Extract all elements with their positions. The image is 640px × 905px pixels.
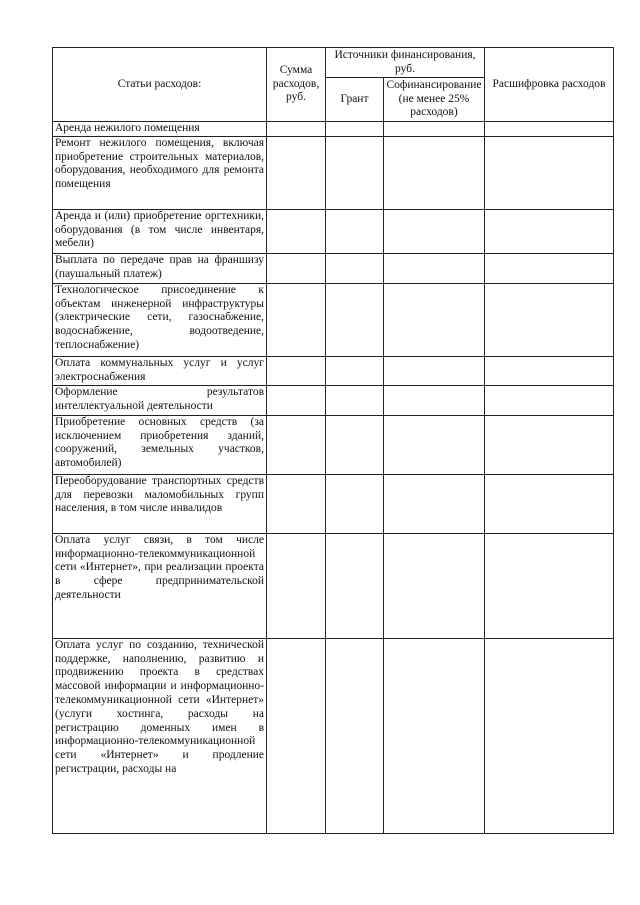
table-row: [53, 356, 614, 385]
cofinancing-cell[interactable]: [384, 136, 485, 209]
table-row: [53, 385, 614, 415]
table-row: [53, 209, 614, 253]
expense-item-cell: Выплата по передаче прав на франшизу (паушальный платеж): [53, 253, 267, 283]
decoding-cell[interactable]: [485, 209, 614, 253]
grant-cell[interactable]: [326, 385, 384, 415]
cofinancing-cell[interactable]: [384, 638, 485, 833]
table-row: [53, 122, 614, 137]
expenses-table: [52, 47, 614, 834]
header-sum: Сумма расходов, руб.: [267, 48, 326, 122]
table-row: [53, 638, 614, 833]
expense-item-cell: Приобретение основных средств (за исключением приобретения зданий, сооружений, земельных участков, автомобилей): [53, 415, 267, 474]
sum-cell[interactable]: [267, 474, 326, 533]
sum-cell[interactable]: [267, 122, 326, 137]
expense-item-cell: Аренда нежилого помещения: [53, 122, 267, 137]
cofinancing-cell[interactable]: [384, 253, 485, 283]
table-row: [53, 283, 614, 356]
cofinancing-cell[interactable]: [384, 209, 485, 253]
decoding-cell[interactable]: [485, 385, 614, 415]
decoding-cell[interactable]: [485, 415, 614, 474]
decoding-cell[interactable]: [485, 638, 614, 833]
sum-cell[interactable]: [267, 283, 326, 356]
table-row: [53, 136, 614, 209]
sum-cell[interactable]: [267, 415, 326, 474]
sum-cell[interactable]: [267, 533, 326, 638]
table-row: [53, 533, 614, 638]
header-funding-sources: Источники финансирования, руб.: [326, 48, 485, 78]
cofinancing-cell[interactable]: [384, 122, 485, 137]
decoding-cell[interactable]: [485, 283, 614, 356]
expense-item-cell: Оформление результатов интеллектуальной деятельности: [53, 385, 267, 415]
header-grant: Грант: [326, 78, 384, 122]
expense-item-cell: Оплата услуг связи, в том числе информационно-телекоммуникационной сети «Интернет», при реализации проекта в сфере предпринимательской деятельности: [53, 533, 267, 638]
sum-cell[interactable]: [267, 136, 326, 209]
grant-cell[interactable]: [326, 638, 384, 833]
cofinancing-cell[interactable]: [384, 474, 485, 533]
sum-cell[interactable]: [267, 385, 326, 415]
expense-item-cell: Переоборудование транспортных средств для перевозки маломобильных групп населения, в том числе инвалидов: [53, 474, 267, 533]
header-expense-items: Статьи расходов:: [53, 48, 267, 122]
expense-item-cell: Ремонт нежилого помещения, включая приобретение строительных материалов, оборудования, необходимого для ремонта помещения: [53, 136, 267, 209]
cofinancing-cell[interactable]: [384, 356, 485, 385]
decoding-cell[interactable]: [485, 356, 614, 385]
table-row: [53, 253, 614, 283]
decoding-cell[interactable]: [485, 533, 614, 638]
expense-item-cell: Оплата коммунальных услуг и услуг электроснабжения: [53, 356, 267, 385]
grant-cell[interactable]: [326, 253, 384, 283]
header-expense-decoding: Расшифровка расходов: [485, 48, 614, 122]
expense-item-cell: Технологическое присоединение к объектам инженерной инфраструктуры (электрические сети, газоснабжение, водоснабжение, водоотведение, теплоснабжение): [53, 283, 267, 356]
decoding-cell[interactable]: [485, 474, 614, 533]
sum-cell[interactable]: [267, 209, 326, 253]
grant-cell[interactable]: [326, 122, 384, 137]
decoding-cell[interactable]: [485, 136, 614, 209]
cofinancing-cell[interactable]: [384, 385, 485, 415]
table-row: [53, 474, 614, 533]
grant-cell[interactable]: [326, 209, 384, 253]
cofinancing-cell[interactable]: [384, 283, 485, 356]
grant-cell[interactable]: [326, 533, 384, 638]
cofinancing-cell[interactable]: [384, 415, 485, 474]
sum-cell[interactable]: [267, 638, 326, 833]
expense-item-cell: Аренда и (или) приобретение оргтехники, оборудования (в том числе инвентаря, мебели): [53, 209, 267, 253]
decoding-cell[interactable]: [485, 122, 614, 137]
grant-cell[interactable]: [326, 474, 384, 533]
sum-cell[interactable]: [267, 356, 326, 385]
grant-cell[interactable]: [326, 415, 384, 474]
sum-cell[interactable]: [267, 253, 326, 283]
grant-cell[interactable]: [326, 356, 384, 385]
header-cofinancing: Софинансирование (не менее 25% расходов): [384, 78, 485, 122]
table-row: [53, 415, 614, 474]
grant-cell[interactable]: [326, 136, 384, 209]
grant-cell[interactable]: [326, 283, 384, 356]
decoding-cell[interactable]: [485, 253, 614, 283]
cofinancing-cell[interactable]: [384, 533, 485, 638]
expense-item-cell: Оплата услуг по созданию, технической поддержке, наполнению, развитию и продвижению проекта в средствах массовой информации и информационно-телекоммуникационной сети «Интернет» (услуги хостинга, расходы на регистрацию доменных имен в информационно-телекоммуникационной сети «Интернет» и продление регистрации, расходы на: [53, 638, 267, 833]
